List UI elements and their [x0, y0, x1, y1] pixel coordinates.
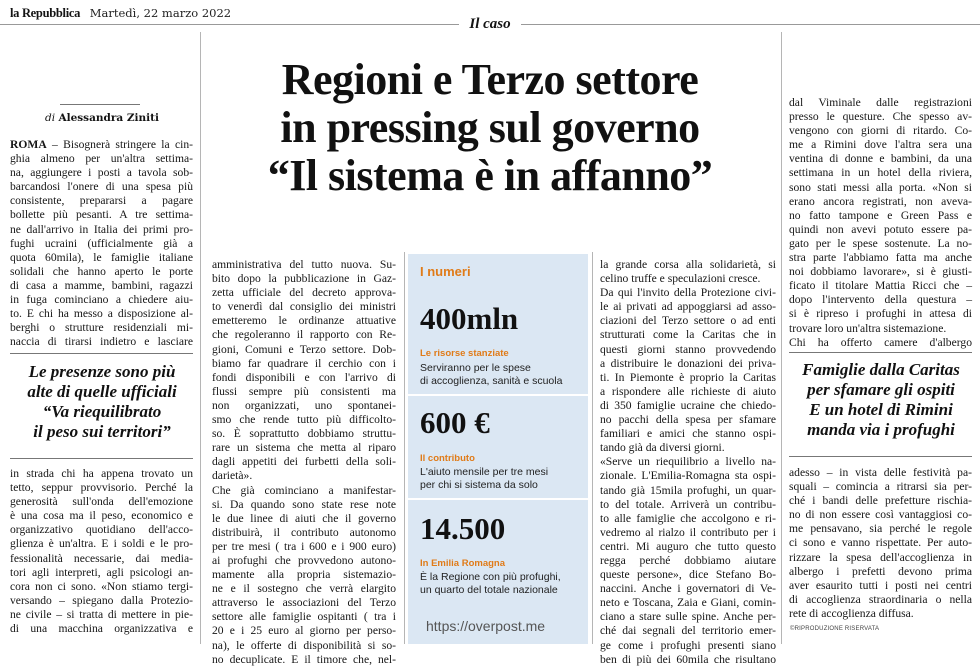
stat-value: 14.500	[420, 511, 506, 546]
author-name: Alessandra Ziniti	[58, 112, 159, 124]
article-text-line: zionale. L'Emilia-Romagna sta ospi-	[600, 469, 776, 483]
section-kicker: Il caso	[0, 16, 980, 33]
article-text-line: noi dobbiamo lavorare», si è giusti-	[789, 265, 972, 279]
article-text-line: trovare loro un'altra sistemazione.	[789, 321, 947, 335]
article-text-line: Chi ha offerto camere d'albergo	[789, 335, 972, 349]
article-text-line: aver esaurito tutti i posti nei centri	[789, 578, 972, 592]
article-text-line: settore alle famiglie ospitanti ( tra i	[212, 610, 396, 624]
article-text-line: fondi disponibili e con l'arrivo di	[212, 370, 396, 384]
stat-description: Serviranno per le spese di accoglienza, sanità e scuola	[420, 362, 563, 387]
headline-line: “Il sistema è in affanno”	[267, 151, 713, 200]
article-text-line: quota 60mila), le famiglie italiane	[10, 250, 193, 264]
article-text-line: 20 e i 25 euro al giorno per perso-	[212, 624, 396, 638]
article-text-line: to venerdì dal consiglio dei ministri	[212, 300, 396, 314]
article-text-line: centri. Mi auguro che tutto questo	[600, 539, 776, 553]
stat-label: Il contributo	[420, 453, 475, 464]
headline	[200, 56, 780, 200]
article-text-line: flussi sempre più consistenti ma	[212, 384, 396, 398]
quote-rule	[10, 458, 193, 459]
article-text-line: a rispondere alle richieste di aiuto	[600, 384, 776, 398]
article-text-line: me a Rimini dove l'altra sera una	[789, 138, 972, 152]
article-text-line: rare un sistema che metta al riparo	[212, 441, 396, 455]
article-text-line: no pacchi della spesa per sfamare	[600, 413, 776, 427]
article-text-line: le ai privati ad appoggiarsi ad asso-	[600, 300, 776, 314]
article-text-line: tetto, seppur provvisorio. Perché la	[10, 481, 193, 495]
numbers-box	[408, 254, 588, 644]
pull-quote-left: Le presenze sono più alte di quelle ufficiali “Va riequilibrato il peso sui territori”	[27, 362, 177, 441]
article-text-line: non organizzati, uno spontanei-	[212, 398, 396, 412]
article-text-line: familiari e amici che stanno ospi-	[600, 427, 776, 441]
article-column-3	[600, 258, 776, 667]
article-text-line: regga perché dobbiamo aiutare	[600, 553, 776, 567]
stat-label: Le risorse stanziate	[420, 348, 509, 359]
article-text-line: versando – spiegano dalla Protezio-	[10, 593, 193, 607]
article-column-2	[212, 258, 396, 667]
article-text-line: albergo i prefetti devono prima	[789, 564, 972, 578]
article-text-line: di accoglienza straordinaria o nella	[789, 592, 972, 606]
article-text-line: strutturati come la Caritas che in	[600, 328, 776, 342]
article-text-line: che regoleranno il rapporto con Re-	[212, 328, 396, 342]
article-column-4-top	[789, 96, 972, 350]
article-text-line: ghia almeno per un'altra settima-	[10, 152, 193, 166]
issue-date: Martedì, 22 marzo 2022	[89, 6, 232, 20]
numbers-box-title: I numeri	[420, 264, 471, 279]
article-text-line: a distribuire le donazioni dei priva-	[600, 356, 776, 370]
article-text-line: mamente alla propria sistemazio-	[212, 568, 396, 582]
article-text-line: darietà».	[212, 469, 253, 483]
article-text-line: in fuga cominciano a chiedere aiu-	[10, 293, 193, 307]
article-text-line: ne dall'arrivo in Italia dei primi pro-	[10, 222, 193, 236]
quote-rule	[10, 353, 193, 354]
article-text-line: tori agli interpreti, agli psicologi an-	[10, 565, 193, 579]
article-text-line: di una macchina organizzativa e	[10, 622, 193, 636]
article-text-line: amministrativa del tutto nuova. Su-	[212, 258, 396, 271]
article-text-line: vedremo al rialzo il contributo per i	[600, 525, 776, 539]
article-text-line: dopo l'intervento della questura –	[789, 293, 972, 307]
article-text-line: squali – comincia a ritrarsi sia per-	[789, 480, 972, 494]
article-text-line: na, aggiungere i posti a tavola sob-	[10, 166, 193, 180]
quote-rule	[789, 352, 972, 353]
article-text-line: to del totale. Arriverà un contribu-	[600, 497, 776, 511]
article-text-line: ben di più dei 60mila che risultano	[600, 652, 776, 666]
article-text-line: cora non ci sono. «Non stiamo tergi-	[10, 579, 193, 593]
article-text-line: to alle famiglie che accolgono e ri-	[600, 511, 776, 525]
article-text-line: solidali che hanno aperto le porte	[10, 264, 193, 278]
byline: di Alessandra Ziniti	[45, 112, 159, 124]
article-text-line: Che già cominciano a manifestar-	[212, 483, 396, 497]
headline-line: Regioni e Terzo settore	[281, 55, 699, 104]
article-column-1-top	[10, 138, 193, 349]
article-text-line: questi giorni stanno provvedendo	[600, 342, 776, 356]
newspaper-logo: la Repubblica	[10, 6, 81, 20]
article-text-line: barcandosi l'onere di una spesa più	[10, 180, 193, 194]
article-text-line: na), le offerte di disponibilità si so-	[212, 638, 396, 652]
article-text-line: glienza è un'altra. E i soldi e le pro-	[10, 537, 193, 551]
article-text-line: ché i bandi delle prefetture rischia-	[789, 494, 972, 508]
stat-label: In Emilia Romagna	[420, 558, 505, 569]
article-text-line: ficato il titolare Mattia Ricci che –	[789, 279, 972, 293]
stat-separator	[408, 394, 588, 396]
stat-separator	[408, 498, 588, 500]
article-text-line: ne civile – si tratta di mettere in pie-	[10, 607, 193, 621]
byline-rule	[60, 104, 140, 105]
pull-quote-right: Famiglie dalla Caritas per sfamare gli ospiti E un hotel di Rimini manda via i profughi	[802, 360, 960, 439]
article-text-line: consistente, prepararsi a pagare	[10, 194, 193, 208]
article-text-line: presso le questure. Che spesso av-	[789, 110, 972, 124]
article-text-line: emetteremo le ordinanze attuative	[212, 314, 396, 328]
article-text-line: biamo far quadrare il cerchio con i	[212, 356, 396, 370]
article-text-line: bollette più pesanti. A tre settima-	[10, 208, 193, 222]
article-text-line: smo che rende tutto più difficolto-	[212, 413, 396, 427]
article-text-line: queste persone», dice Stefano Bo-	[600, 568, 776, 582]
article-text-line: ciazioni del Terzo settore o ad enti	[600, 314, 776, 328]
stat-description: L'aiuto mensile per tre mesi per chi si sistema da solo	[420, 466, 549, 491]
article-text-line: di 350 famiglie ucraine che chiedo-	[600, 398, 776, 412]
article-text-line: generosità sull'onda dell'emozione	[10, 495, 193, 509]
article-text-line: erano ancora registrati, non aveva-	[789, 194, 972, 208]
article-text-line: settimana in un hotel della riviera,	[789, 166, 972, 180]
article-text-line: naccia di tirarsi indietro e lasciare	[10, 335, 193, 349]
article-text-line: to. E chi ha messo a disposizione al-	[10, 307, 193, 321]
article-text-line: me pensavano, sia perché le regole	[789, 522, 972, 536]
column-divider	[200, 32, 201, 644]
article-text-line: per tre mesi ( tra i 600 e i 900 euro)	[212, 539, 396, 553]
headline-line: in pressing sul governo	[280, 103, 700, 152]
article-text-line: di casa a mamme, bambini, ragazzi	[10, 278, 193, 292]
article-text-line: celino truffe e speculazioni cresce.	[600, 272, 761, 286]
article-text-line: gioni, Comuni e Terzo settore. Dob-	[212, 342, 396, 356]
article-text-line: organizzativo quotidiano dell'acco-	[10, 523, 193, 537]
article-text-line: la grande corsa alla solidarietà, si	[600, 258, 776, 271]
article-text-line: quindi non avevi potuto essere pa-	[789, 222, 972, 236]
watermark-text: https://overpost.me	[426, 618, 546, 634]
article-text-line: dal Viminale dalle registrazioni	[789, 96, 972, 109]
article-text-line: le due linee di aiuti che il governo	[212, 511, 396, 525]
article-text-line: ge come i profughi presenti siano	[600, 638, 776, 652]
article-text-line: Da qui l'invito della Protezione civi-	[600, 286, 776, 300]
article-text-line: gato per le spese sostenute. La no-	[789, 236, 972, 250]
article-text-line: ROMA – Bisognerà stringere la cin-	[10, 138, 193, 151]
dateline: ROMA	[10, 138, 47, 151]
column-divider	[404, 252, 405, 644]
article-text-line: fessionalità necessarie, dai media-	[10, 551, 193, 565]
article-text-line: ti. In Piemonte è proprio la Caritas	[600, 370, 776, 384]
article-text-line: no fatto tampone e Green Pass e	[789, 208, 972, 222]
column-divider	[781, 32, 782, 644]
article-text-line: si è ripreso i profughi in attesa di	[789, 307, 972, 321]
article-text-line: in strada chi ha appena trovato un	[10, 467, 193, 480]
copyright-notice: ©RIPRODUZIONE RISERVATA	[790, 626, 880, 632]
column-divider	[592, 252, 593, 644]
article-text-line: sono stati messi alla porta. «Non si	[789, 180, 972, 194]
article-text-line: naccini. Anche i governatori di Ve-	[600, 582, 776, 596]
article-text-line: ché dai segnali del territorio emer-	[600, 624, 776, 638]
article-text-line: fughi ucraini (ufficialmente già a	[10, 236, 193, 250]
article-text-line: ventina di donne e bambini, da una	[789, 152, 972, 166]
article-text-line: stra parte l'abbiamo fatta ma anche	[789, 251, 972, 265]
stat-description: È la Regione con più profughi, un quarto del totale nazionale	[420, 571, 561, 596]
article-text-line: rete di accoglienza diffusa.	[789, 606, 914, 620]
article-text-line: ne e il sostegno che verrà elargito	[212, 582, 396, 596]
article-text-line: so. È soprattutto dobbiamo struttu-	[212, 427, 396, 441]
article-text-line: «Serve un riequilibrio a livello na-	[600, 455, 776, 469]
stat-value: 400mln	[420, 301, 519, 336]
article-text-line: ciano a stare sulle spine. Anche per-	[600, 610, 776, 624]
article-text-line: ci sono e vanno rispettate. Per auto-	[789, 536, 972, 550]
article-text-line: adesso – in vista delle festività pa-	[789, 466, 972, 479]
article-text-line: bito dopo la pubblicazione in Gaz-	[212, 272, 396, 286]
quote-rule	[789, 456, 972, 457]
article-text-line: ai profughi che provvedono autono-	[212, 553, 396, 567]
article-text-line: tando già 15mila profughi, un quar-	[600, 483, 776, 497]
article-text-line: tando già da diversi giorni.	[600, 441, 725, 455]
article-text-line: è una cosa ma il peso, economico e	[10, 509, 193, 523]
article-text-line: rizzare la spesa dell'accoglienza in	[789, 550, 972, 564]
article-text-line: no di non essere così vantaggiosi co-	[789, 508, 972, 522]
article-column-1-bottom	[10, 467, 193, 636]
article-text-line: no decuplicate. E il timore che, nel-	[212, 652, 396, 666]
article-text-line: distribuirà, il contributo autonomo	[212, 525, 396, 539]
stat-value: 600 €	[420, 405, 490, 440]
article-text-line: attraverso le associazioni del Terzo	[212, 596, 396, 610]
article-text-line: dagli appetiti dei furbetti della soli-	[212, 455, 396, 469]
article-column-4-bottom	[789, 466, 972, 621]
article-text-line: zetta ufficiale del decreto approva-	[212, 286, 396, 300]
article-text-line: vengono con giorni di ritardo. Co-	[789, 124, 972, 138]
article-text-line: si. Da quando sono state rese note	[212, 497, 396, 511]
article-text-line: berghi o strutture residenziali mi-	[10, 321, 193, 335]
article-text-line: neto e Toscana, Zaia e Giani, comin-	[600, 596, 776, 610]
